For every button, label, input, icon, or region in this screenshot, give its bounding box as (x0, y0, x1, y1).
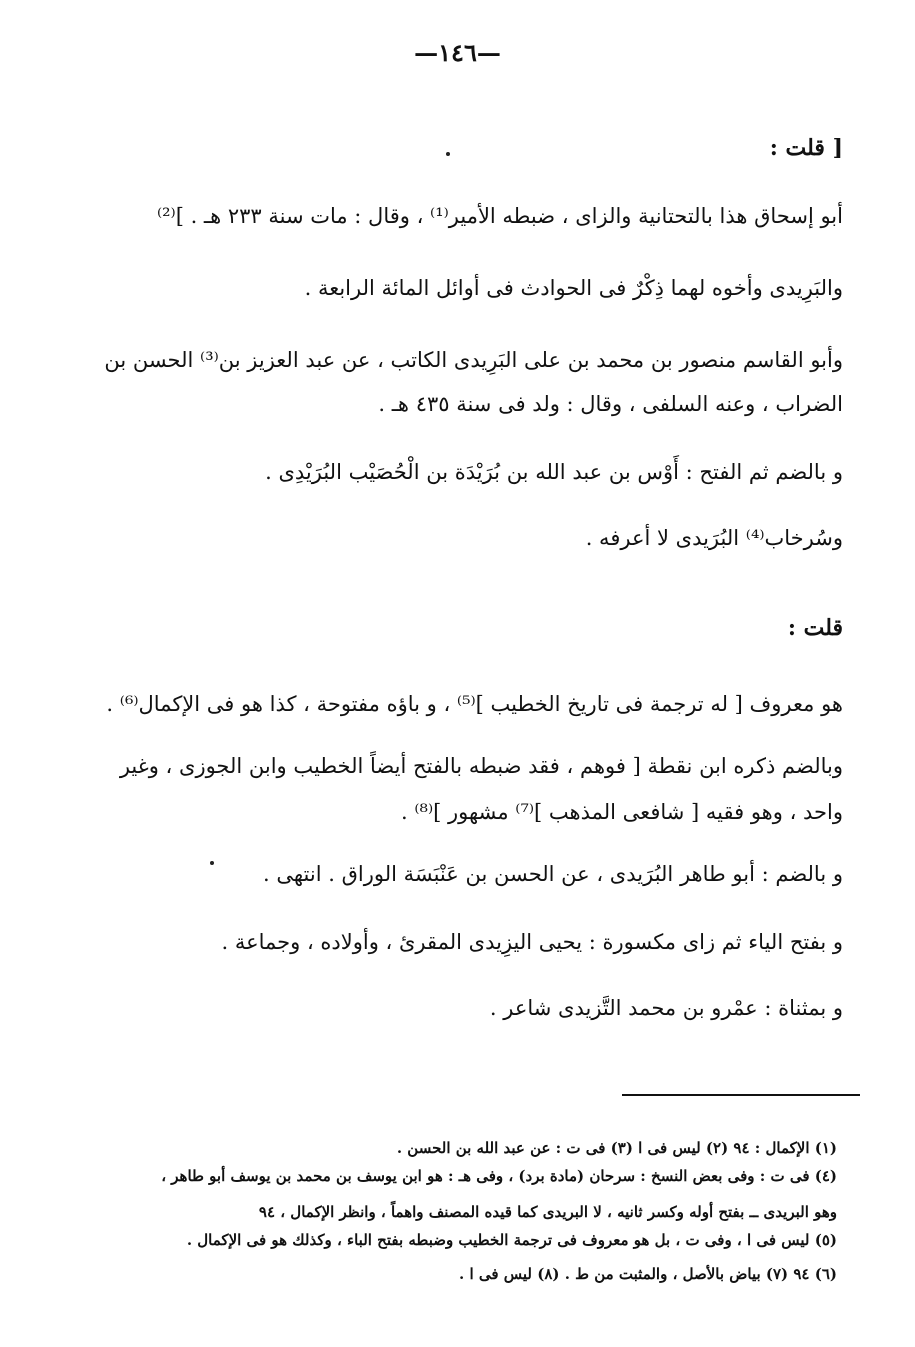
section1-line-2: والبَرِيدى وأخوه لهما ذِكْرٌ فى الحوادث فى أوائل المائة الرابعة . (304, 276, 843, 300)
section1-line-5: و بالضم ثم الفتح : أَوْس بن عبد الله بن بُرَيْدَة بن الْحُصَيْب البُرَيْدِى . (265, 460, 843, 484)
footnote-line-4: (٥) ليس فى ا ، وفى ت ، بل هو معروف فى ترجمة الخطيب وضبطه بفتح الباء ، وكذلك هو فى الإكمال . (186, 1231, 837, 1249)
footnote-line-5: (٦) ٩٤ (٧) بياض بالأصل ، والمثبت من ط . (٨) ليس فى ا . (459, 1265, 837, 1283)
section2-line-6: و بمثناة : عمْرو بن محمد التَّزيدى شاعر . (489, 996, 843, 1020)
footnote-separator (622, 1094, 860, 1096)
section2-line-3: واحد ، وهو فقيه [ شافعى المذهب ]⁽⁷⁾ مشهور ]⁽⁸⁾ . (401, 800, 843, 824)
section2-line-1: هو معروف [ له ترجمة فى تاريخ الخطيب ]⁽⁵⁾ ، و باؤه مفتوحة ، كذا هو فى الإكمال⁽⁶⁾ . (106, 692, 843, 716)
section1-heading: [ قلت : (769, 135, 843, 161)
footnote-line-1: (١) الإكمال : ٩٤ (٢) ليس فى ا (٣) فى ت : عن عبد الله بن الحسن . (396, 1139, 837, 1157)
section2-heading: قلت : (787, 615, 843, 641)
section1-line-1: أبو إسحاق هذا بالتحتانية والزاى ، ضبطه الأمير⁽¹⁾ ، وقال : مات سنة ٢٣٣ هـ . ]⁽²⁾ (156, 204, 843, 228)
section1-line-3: وأبو القاسم منصور بن محمد بن على البَرِيدى الكاتب ، عن عبد العزيز بن⁽³⁾ الحسن بن (104, 348, 843, 372)
section1-line-6: وسُرخاب⁽⁴⁾ البُرَيدى لا أعرفه . (585, 526, 843, 550)
ink-speck (446, 152, 450, 156)
ink-speck (210, 861, 214, 865)
section2-line-5: و بفتح الياء ثم زاى مكسورة : يحيى اليزِيدى المقرئ ، وأولاده ، وجماعة . (221, 930, 843, 954)
section1-line-4: الضراب ، وعنه السلفى ، وقال : ولد فى سنة ٤٣٥ هـ . (378, 392, 843, 416)
page-number: —١٤٦— (414, 38, 501, 67)
footnote-line-2: (٤) فى ت : وفى بعض النسخ : سرحان (مادة برد) ، وفى هـ : هو ابن يوسف بن محمد بن يوسف أبو طاهر ، (161, 1167, 837, 1185)
section2-line-2: وبالضم ذكره ابن نقطة [ فوهم ، فقد ضبطه بالفتح أيضاً الخطيب وابن الجوزى ، وغير (119, 754, 843, 778)
section2-line-4: و بالضم : أبو طاهر البُرَيدى ، عن الحسن بن عَنْبَسَة الوراق . انتهى . (263, 862, 843, 886)
footnote-line-3: وهو البريدى ــ بفتح أوله وكسر ثانيه ، لا البريدى كما قيده المصنف واهماً ، وانظر الإكمال ، ٩٤ (258, 1203, 837, 1221)
